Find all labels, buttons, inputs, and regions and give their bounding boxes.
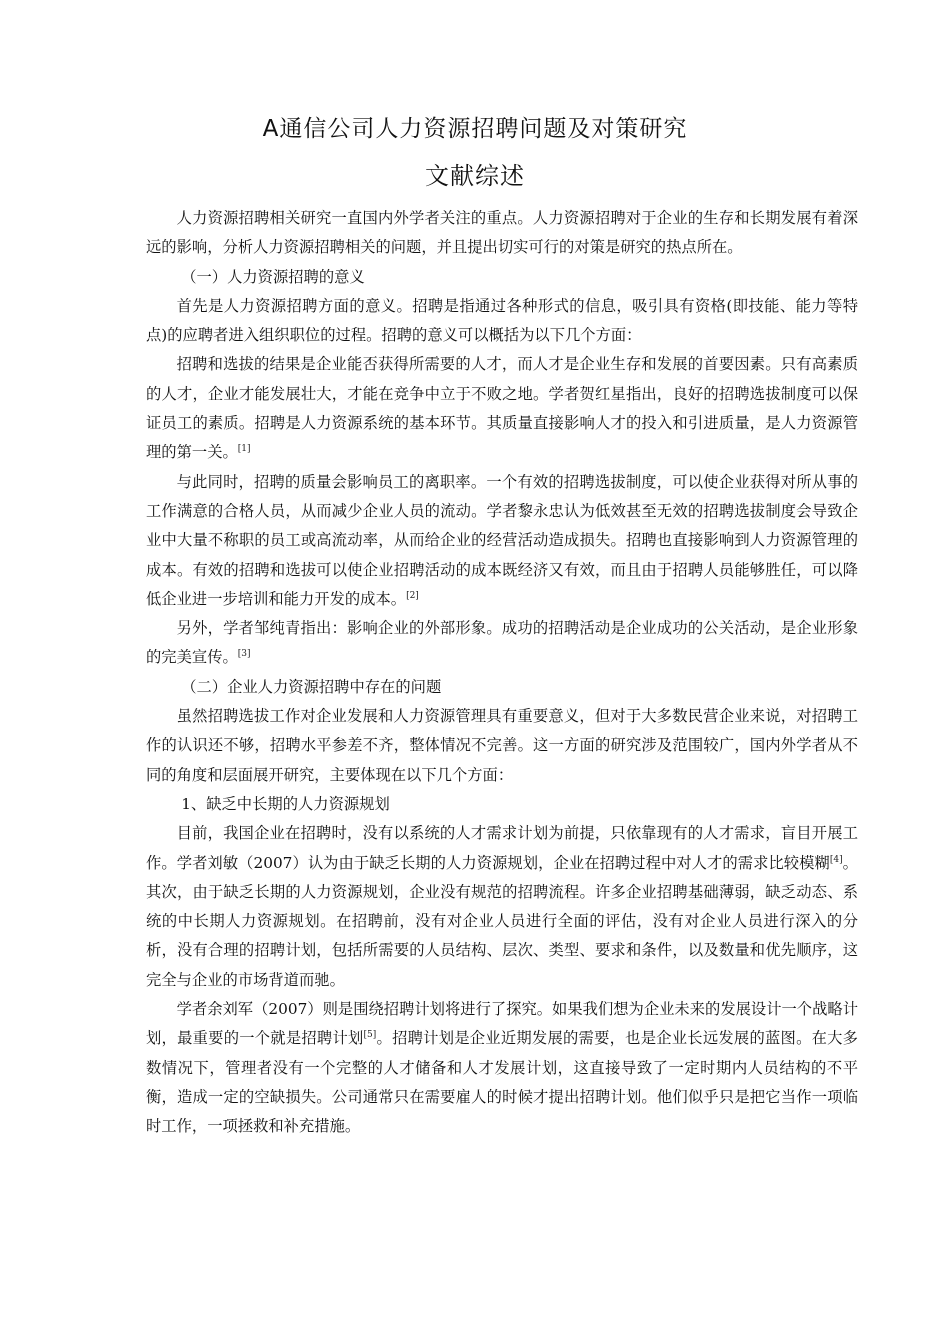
citation-marker: [3] — [237, 649, 251, 660]
paragraph-text: 。其次，由于缺乏长期的人力资源规划，企业没有规范的招聘流程。许多企业招聘基础薄弱，缺乏动态、系统的中长期人力资源规划。在招聘前，没有对企业人员进行全面的评估，没有对企业人员进行深入的分析，没有合理的招聘计划，包括所需要的人员结构、层次、类型、要求和条件，以及数量和优先顺序，这完全与企业的市场背道而驰。 — [146, 853, 858, 989]
intro-text: 人力资源招聘相关研究一直国内外学者关注的重点。人力资源招聘对于企业的生存和长期发展有着深远的影响，分析人力资源招聘相关的问题，并且提出切实可行的对策是研究的热点所在。 — [146, 209, 858, 257]
citation-marker: [5] — [363, 1030, 377, 1041]
document-body — [146, 204, 858, 1142]
paragraph-text: 招聘和选拔的结果是企业能否获得所需要的人才，而人才是企业生存和发展的首要因素。只有高素质的人才，企业才能发展壮大，才能在竞争中立于不败之地。学者贺红星指出，良好的招聘选拔制度可以保证员工的素质。招聘是人力资源系统的基本环节。其质量直接影响人才的投入和引进质量，是人力资源管理的第一关。 — [146, 355, 858, 462]
section-heading-problems: （二）企业人力资源招聘中存在的问题 — [181, 677, 442, 696]
intro-paragraph — [146, 204, 858, 263]
paragraph-turnover — [146, 468, 858, 614]
paragraph-text: 另外，学者邹纯青指出：影响企业的外部形象。成功的招聘活动是企业成功的公关活动，是企业形象的完美宣传。 — [146, 619, 858, 667]
paragraph-text: 学者余刘军（2007）则是围绕招聘计划将进行了探究。如果我们想为企业未来的发展设计一个战略计划，最重要的一个就是招聘计划 — [146, 1000, 858, 1048]
paragraph-text: 虽然招聘选拔工作对企业发展和人力资源管理具有重要意义，但对于大多数民营企业来说，对招聘工作的认识还不够，招聘水平参差不齐，整体情况不完善。这一方面的研究涉及范围较广，国内外学者从不同的角度和层面展开研究，主要体现在以下几个方面： — [146, 707, 858, 784]
paragraph-text: 首先是人力资源招聘方面的意义。招聘是指通过各种形式的信息，吸引具有资格(即技能、能力等特点)的应聘者进入组织职位的过程。招聘的意义可以概括为以下几个方面： — [146, 296, 858, 345]
paragraph-recruitment-plan — [146, 995, 858, 1141]
document-subtitle: 文献综述 — [425, 162, 525, 190]
subheading-planning: 1、缺乏中长期的人力资源规划 — [181, 794, 390, 813]
paragraph-external-image — [146, 614, 858, 673]
paragraph-significance-intro — [146, 292, 858, 351]
document-title: A通信公司人力资源招聘问题及对策研究 — [262, 116, 688, 142]
paragraph-problems-intro — [146, 702, 858, 790]
paragraph-text: 与此同时，招聘的质量会影响员工的离职率。一个有效的招聘选拔制度，可以使企业获得对所从事的工作满意的合格人员，从而减少企业人员的流动。学者黎永忠认为低效甚至无效的招聘选拔制度会导致企业中大量不称职的员工或高流动率，从而给企业的经营活动造成损失。招聘也直接影响到人力资源管理的成本。有效的招聘和选拔可以使企业招聘活动的成本既经济又有效，而且由于招聘人员能够胜任，可以降低企业进一步培训和能力开发的成本。 — [146, 472, 858, 608]
paragraph-planning — [146, 819, 858, 995]
paragraph-selection-results — [146, 350, 858, 467]
paragraph-text: 。招聘计划是企业近期发展的需要，也是企业长远发展的蓝图。在大多数情况下，管理者没有一个完整的人才储备和人才发展计划，这直接导致了一定时期内人员结构的不平衡，造成一定的空缺损失。公司通常只在需要雇人的时候才提出招聘计划。他们似乎只是把它当作一项临时工作，一项拯救和补充措施。 — [146, 1029, 858, 1136]
citation-marker: [2] — [406, 590, 419, 601]
section-heading-significance: （一）人力资源招聘的意义 — [181, 267, 365, 286]
citation-marker: [4] — [829, 854, 843, 865]
paragraph-text: 目前，我国企业在招聘时，没有以系统的人才需求计划为前提，只依靠现有的人才需求，盲目开展工作。学者刘敏（2007）认为由于缺乏长期的人力资源规划，企业在招聘过程中对人才的需求比较模糊 — [146, 824, 858, 872]
citation-marker: [1] — [237, 444, 251, 455]
